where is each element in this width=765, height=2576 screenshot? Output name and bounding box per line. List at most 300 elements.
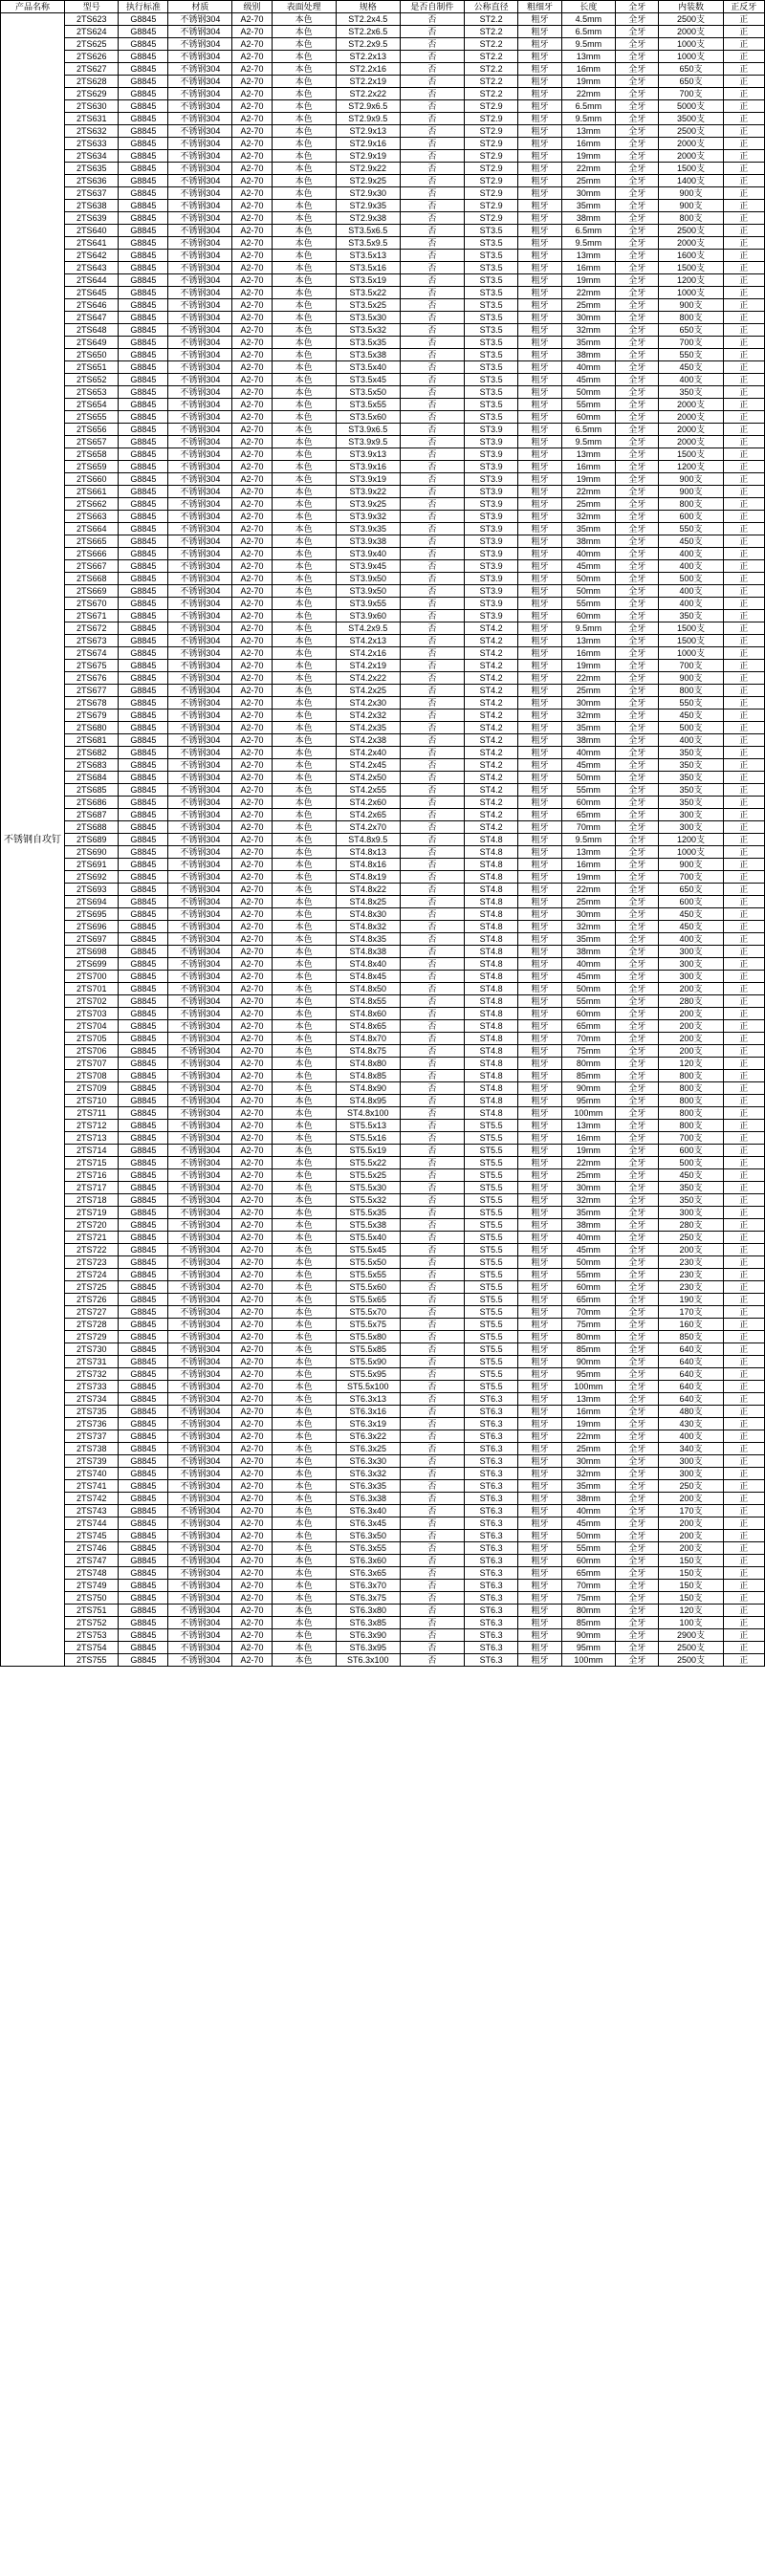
cell-10: 全牙 (616, 150, 659, 163)
cell-6: 否 (400, 884, 464, 896)
cell-11: 300支 (659, 1468, 723, 1480)
cell-12: 正 (723, 461, 764, 473)
cell-7: ST3.5 (464, 299, 517, 312)
cell-2: 不锈钢304 (168, 76, 232, 88)
header-row (1, 1, 765, 13)
cell-1: G8845 (119, 759, 168, 772)
cell-4: 本色 (272, 1530, 336, 1542)
cell-4: 本色 (272, 846, 336, 859)
cell-4: 本色 (272, 461, 336, 473)
cell-3: A2-70 (232, 1555, 272, 1567)
cell-3: A2-70 (232, 797, 272, 809)
cell-1: G8845 (119, 709, 168, 722)
cell-2: 不锈钢304 (168, 13, 232, 26)
cell-3: A2-70 (232, 1617, 272, 1629)
cell-10: 全牙 (616, 337, 659, 349)
cell-4: 本色 (272, 1430, 336, 1443)
cell-4: 本色 (272, 1132, 336, 1145)
cell-6: 否 (400, 113, 464, 125)
cell-8: 粗牙 (518, 1580, 561, 1592)
cell-0: 2TS730 (65, 1343, 119, 1356)
cell-12: 正 (723, 386, 764, 399)
table-row (1, 100, 765, 113)
cell-3: A2-70 (232, 809, 272, 821)
cell-1: G8845 (119, 1542, 168, 1555)
cell-9: 25mm (561, 175, 615, 187)
cell-7: ST3.5 (464, 337, 517, 349)
cell-9: 4.5mm (561, 13, 615, 26)
cell-1: G8845 (119, 200, 168, 212)
cell-8: 粗牙 (518, 386, 561, 399)
cell-2: 不锈钢304 (168, 1505, 232, 1517)
cell-7: ST2.2 (464, 88, 517, 100)
cell-8: 粗牙 (518, 163, 561, 175)
cell-12: 正 (723, 809, 764, 821)
cell-8: 粗牙 (518, 1207, 561, 1219)
cell-10: 全牙 (616, 946, 659, 958)
cell-4: 本色 (272, 337, 336, 349)
cell-0: 2TS729 (65, 1331, 119, 1343)
cell-0: 2TS679 (65, 709, 119, 722)
cell-4: 本色 (272, 361, 336, 374)
cell-9: 70mm (561, 1580, 615, 1592)
column-header-5: 表面处理 (272, 1, 336, 13)
cell-10: 全牙 (616, 498, 659, 511)
cell-2: 不锈钢304 (168, 262, 232, 274)
cell-7: ST6.3 (464, 1530, 517, 1542)
cell-11: 350支 (659, 772, 723, 784)
cell-8: 粗牙 (518, 610, 561, 622)
cell-3: A2-70 (232, 598, 272, 610)
cell-2: 不锈钢304 (168, 871, 232, 884)
cell-4: 本色 (272, 26, 336, 38)
cell-4: 本色 (272, 1033, 336, 1045)
cell-10: 全牙 (616, 971, 659, 983)
cell-9: 35mm (561, 337, 615, 349)
table-row (1, 237, 765, 250)
cell-4: 本色 (272, 809, 336, 821)
cell-10: 全牙 (616, 1070, 659, 1082)
cell-0: 2TS734 (65, 1393, 119, 1406)
cell-5: ST3.5x35 (336, 337, 400, 349)
cell-5: ST5.5x95 (336, 1368, 400, 1381)
cell-11: 150支 (659, 1592, 723, 1605)
table-row (1, 386, 765, 399)
cell-1: G8845 (119, 1430, 168, 1443)
cell-2: 不锈钢304 (168, 797, 232, 809)
cell-10: 全牙 (616, 734, 659, 747)
cell-9: 75mm (561, 1045, 615, 1058)
column-header-4: 级别 (232, 1, 272, 13)
table-row (1, 884, 765, 896)
cell-0: 2TS626 (65, 51, 119, 63)
cell-0: 2TS675 (65, 660, 119, 672)
cell-1: G8845 (119, 1654, 168, 1667)
cell-8: 粗牙 (518, 212, 561, 225)
cell-1: G8845 (119, 1480, 168, 1493)
cell-11: 5000支 (659, 100, 723, 113)
cell-6: 否 (400, 386, 464, 399)
cell-5: ST2.9x6.5 (336, 100, 400, 113)
cell-5: ST4.2x65 (336, 809, 400, 821)
cell-3: A2-70 (232, 337, 272, 349)
cell-1: G8845 (119, 797, 168, 809)
cell-10: 全牙 (616, 424, 659, 436)
cell-2: 不锈钢304 (168, 1406, 232, 1418)
table-row (1, 498, 765, 511)
cell-7: ST3.9 (464, 486, 517, 498)
table-row (1, 274, 765, 287)
cell-4: 本色 (272, 672, 336, 685)
cell-6: 否 (400, 1145, 464, 1157)
cell-7: ST6.3 (464, 1517, 517, 1530)
cell-1: G8845 (119, 63, 168, 76)
cell-0: 2TS670 (65, 598, 119, 610)
cell-11: 650支 (659, 324, 723, 337)
cell-6: 否 (400, 1207, 464, 1219)
cell-5: ST4.8x9.5 (336, 834, 400, 846)
cell-7: ST2.9 (464, 113, 517, 125)
cell-10: 全牙 (616, 1132, 659, 1145)
cell-6: 否 (400, 560, 464, 573)
cell-1: G8845 (119, 1331, 168, 1343)
cell-0: 2TS692 (65, 871, 119, 884)
cell-10: 全牙 (616, 51, 659, 63)
cell-2: 不锈钢304 (168, 1555, 232, 1567)
cell-7: ST3.9 (464, 511, 517, 523)
cell-3: A2-70 (232, 1207, 272, 1219)
cell-6: 否 (400, 1232, 464, 1244)
cell-6: 否 (400, 1219, 464, 1232)
cell-2: 不锈钢304 (168, 374, 232, 386)
cell-5: ST4.8x25 (336, 896, 400, 908)
cell-1: G8845 (119, 685, 168, 697)
cell-2: 不锈钢304 (168, 647, 232, 660)
cell-6: 否 (400, 1530, 464, 1542)
cell-10: 全牙 (616, 1281, 659, 1294)
table-row (1, 1256, 765, 1269)
cell-3: A2-70 (232, 1368, 272, 1381)
cell-8: 粗牙 (518, 312, 561, 324)
cell-3: A2-70 (232, 212, 272, 225)
cell-6: 否 (400, 1381, 464, 1393)
cell-11: 500支 (659, 722, 723, 734)
table-row (1, 1219, 765, 1232)
cell-1: G8845 (119, 1356, 168, 1368)
cell-6: 否 (400, 250, 464, 262)
cell-7: ST4.2 (464, 635, 517, 647)
cell-0: 2TS658 (65, 448, 119, 461)
cell-11: 100支 (659, 1617, 723, 1629)
cell-12: 正 (723, 424, 764, 436)
cell-11: 450支 (659, 921, 723, 933)
cell-1: G8845 (119, 1095, 168, 1107)
cell-5: ST5.5x40 (336, 1232, 400, 1244)
cell-12: 正 (723, 946, 764, 958)
cell-6: 否 (400, 1033, 464, 1045)
cell-9: 55mm (561, 1269, 615, 1281)
cell-0: 2TS723 (65, 1256, 119, 1269)
cell-11: 640支 (659, 1356, 723, 1368)
cell-11: 200支 (659, 1542, 723, 1555)
cell-7: ST3.5 (464, 274, 517, 287)
cell-12: 正 (723, 1480, 764, 1493)
cell-4: 本色 (272, 324, 336, 337)
cell-7: ST2.2 (464, 51, 517, 63)
cell-11: 2500支 (659, 1654, 723, 1667)
cell-1: G8845 (119, 859, 168, 871)
cell-8: 粗牙 (518, 1182, 561, 1194)
cell-9: 6.5mm (561, 424, 615, 436)
cell-2: 不锈钢304 (168, 759, 232, 772)
cell-5: ST5.5x32 (336, 1194, 400, 1207)
cell-3: A2-70 (232, 473, 272, 486)
cell-2: 不锈钢304 (168, 1319, 232, 1331)
cell-0: 2TS748 (65, 1567, 119, 1580)
cell-6: 否 (400, 13, 464, 26)
cell-11: 550支 (659, 349, 723, 361)
cell-9: 40mm (561, 747, 615, 759)
table-row (1, 871, 765, 884)
cell-7: ST4.8 (464, 859, 517, 871)
cell-7: ST2.9 (464, 200, 517, 212)
cell-8: 粗牙 (518, 361, 561, 374)
cell-3: A2-70 (232, 585, 272, 598)
cell-10: 全牙 (616, 361, 659, 374)
cell-10: 全牙 (616, 1008, 659, 1020)
cell-0: 2TS701 (65, 983, 119, 995)
cell-5: ST6.3x55 (336, 1542, 400, 1555)
cell-12: 正 (723, 523, 764, 535)
cell-8: 粗牙 (518, 287, 561, 299)
cell-10: 全牙 (616, 125, 659, 138)
cell-2: 不锈钢304 (168, 1393, 232, 1406)
cell-6: 否 (400, 734, 464, 747)
cell-2: 不锈钢304 (168, 884, 232, 896)
cell-3: A2-70 (232, 722, 272, 734)
cell-8: 粗牙 (518, 1517, 561, 1530)
cell-0: 2TS636 (65, 175, 119, 187)
cell-8: 粗牙 (518, 113, 561, 125)
cell-3: A2-70 (232, 163, 272, 175)
cell-4: 本色 (272, 1542, 336, 1555)
cell-1: G8845 (119, 1493, 168, 1505)
cell-6: 否 (400, 821, 464, 834)
cell-1: G8845 (119, 946, 168, 958)
cell-10: 全牙 (616, 834, 659, 846)
cell-11: 900支 (659, 859, 723, 871)
cell-4: 本色 (272, 473, 336, 486)
cell-9: 50mm (561, 386, 615, 399)
cell-3: A2-70 (232, 921, 272, 933)
cell-12: 正 (723, 908, 764, 921)
cell-9: 50mm (561, 573, 615, 585)
cell-9: 16mm (561, 461, 615, 473)
cell-1: G8845 (119, 1555, 168, 1567)
cell-4: 本色 (272, 709, 336, 722)
cell-4: 本色 (272, 1182, 336, 1194)
cell-12: 正 (723, 797, 764, 809)
cell-0: 2TS639 (65, 212, 119, 225)
cell-2: 不锈钢304 (168, 1194, 232, 1207)
cell-11: 2500支 (659, 125, 723, 138)
cell-0: 2TS706 (65, 1045, 119, 1058)
cell-2: 不锈钢304 (168, 448, 232, 461)
cell-0: 2TS737 (65, 1430, 119, 1443)
cell-2: 不锈钢304 (168, 113, 232, 125)
cell-12: 正 (723, 859, 764, 871)
cell-7: ST4.8 (464, 1070, 517, 1082)
cell-3: A2-70 (232, 486, 272, 498)
cell-6: 否 (400, 138, 464, 150)
table-row (1, 1294, 765, 1306)
cell-7: ST6.3 (464, 1468, 517, 1480)
cell-7: ST5.5 (464, 1356, 517, 1368)
cell-4: 本色 (272, 225, 336, 237)
cell-6: 否 (400, 1256, 464, 1269)
cell-3: A2-70 (232, 1008, 272, 1020)
cell-2: 不锈钢304 (168, 1642, 232, 1654)
cell-4: 本色 (272, 187, 336, 200)
cell-12: 正 (723, 274, 764, 287)
cell-9: 55mm (561, 399, 615, 411)
column-header-3: 材质 (168, 1, 232, 13)
cell-7: ST4.2 (464, 709, 517, 722)
cell-3: A2-70 (232, 511, 272, 523)
cell-11: 200支 (659, 1033, 723, 1045)
cell-5: ST4.8x40 (336, 958, 400, 971)
table-row (1, 548, 765, 560)
cell-0: 2TS687 (65, 809, 119, 821)
cell-8: 粗牙 (518, 1505, 561, 1517)
cell-5: ST5.5x70 (336, 1306, 400, 1319)
cell-6: 否 (400, 1517, 464, 1530)
cell-11: 400支 (659, 548, 723, 560)
cell-5: ST3.9x35 (336, 523, 400, 535)
cell-8: 粗牙 (518, 672, 561, 685)
cell-0: 2TS651 (65, 361, 119, 374)
cell-10: 全牙 (616, 523, 659, 535)
cell-11: 2000支 (659, 411, 723, 424)
cell-6: 否 (400, 871, 464, 884)
cell-5: ST6.3x90 (336, 1629, 400, 1642)
table-row (1, 1343, 765, 1356)
cell-10: 全牙 (616, 1343, 659, 1356)
cell-12: 正 (723, 1269, 764, 1281)
cell-11: 400支 (659, 374, 723, 386)
table-row (1, 1368, 765, 1381)
cell-0: 2TS743 (65, 1505, 119, 1517)
cell-12: 正 (723, 349, 764, 361)
table-row (1, 560, 765, 573)
cell-12: 正 (723, 1418, 764, 1430)
cell-12: 正 (723, 709, 764, 722)
cell-6: 否 (400, 237, 464, 250)
cell-7: ST4.8 (464, 1008, 517, 1020)
cell-8: 粗牙 (518, 1617, 561, 1629)
cell-10: 全牙 (616, 1393, 659, 1406)
cell-8: 粗牙 (518, 138, 561, 150)
cell-11: 1500支 (659, 622, 723, 635)
cell-1: G8845 (119, 163, 168, 175)
cell-11: 120支 (659, 1605, 723, 1617)
cell-8: 粗牙 (518, 933, 561, 946)
cell-4: 本色 (272, 76, 336, 88)
cell-5: ST4.2x35 (336, 722, 400, 734)
table-row (1, 834, 765, 846)
cell-12: 正 (723, 26, 764, 38)
table-row (1, 1592, 765, 1605)
cell-5: ST4.8x13 (336, 846, 400, 859)
cell-11: 3500支 (659, 113, 723, 125)
cell-6: 否 (400, 361, 464, 374)
cell-12: 正 (723, 1145, 764, 1157)
cell-11: 150支 (659, 1567, 723, 1580)
cell-12: 正 (723, 1617, 764, 1629)
cell-1: G8845 (119, 846, 168, 859)
cell-3: A2-70 (232, 38, 272, 51)
cell-3: A2-70 (232, 13, 272, 26)
cell-12: 正 (723, 1008, 764, 1020)
cell-11: 500支 (659, 1157, 723, 1169)
cell-6: 否 (400, 759, 464, 772)
cell-10: 全牙 (616, 26, 659, 38)
cell-10: 全牙 (616, 1654, 659, 1667)
cell-10: 全牙 (616, 274, 659, 287)
cell-11: 200支 (659, 983, 723, 995)
cell-6: 否 (400, 1642, 464, 1654)
cell-3: A2-70 (232, 374, 272, 386)
cell-12: 正 (723, 1207, 764, 1219)
cell-6: 否 (400, 125, 464, 138)
cell-12: 正 (723, 473, 764, 486)
cell-9: 45mm (561, 1517, 615, 1530)
cell-5: ST5.5x75 (336, 1319, 400, 1331)
table-row (1, 647, 765, 660)
cell-11: 2000支 (659, 436, 723, 448)
cell-0: 2TS637 (65, 187, 119, 200)
cell-12: 正 (723, 1169, 764, 1182)
table-row (1, 846, 765, 859)
cell-0: 2TS680 (65, 722, 119, 734)
cell-0: 2TS677 (65, 685, 119, 697)
cell-2: 不锈钢304 (168, 511, 232, 523)
cell-9: 22mm (561, 1430, 615, 1443)
cell-2: 不锈钢304 (168, 1269, 232, 1281)
cell-9: 19mm (561, 76, 615, 88)
cell-12: 正 (723, 436, 764, 448)
cell-11: 300支 (659, 1207, 723, 1219)
cell-10: 全牙 (616, 1095, 659, 1107)
cell-9: 19mm (561, 274, 615, 287)
cell-12: 正 (723, 1555, 764, 1567)
cell-0: 2TS654 (65, 399, 119, 411)
cell-0: 2TS668 (65, 573, 119, 585)
cell-4: 本色 (272, 610, 336, 622)
cell-2: 不锈钢304 (168, 200, 232, 212)
cell-12: 正 (723, 1542, 764, 1555)
cell-7: ST3.9 (464, 573, 517, 585)
cell-10: 全牙 (616, 1642, 659, 1654)
column-header-8: 公称直径 (464, 1, 517, 13)
cell-7: ST4.2 (464, 759, 517, 772)
cell-11: 200支 (659, 1008, 723, 1020)
cell-11: 170支 (659, 1306, 723, 1319)
cell-11: 800支 (659, 1107, 723, 1120)
cell-2: 不锈钢304 (168, 933, 232, 946)
cell-1: G8845 (119, 635, 168, 647)
cell-12: 正 (723, 1642, 764, 1654)
